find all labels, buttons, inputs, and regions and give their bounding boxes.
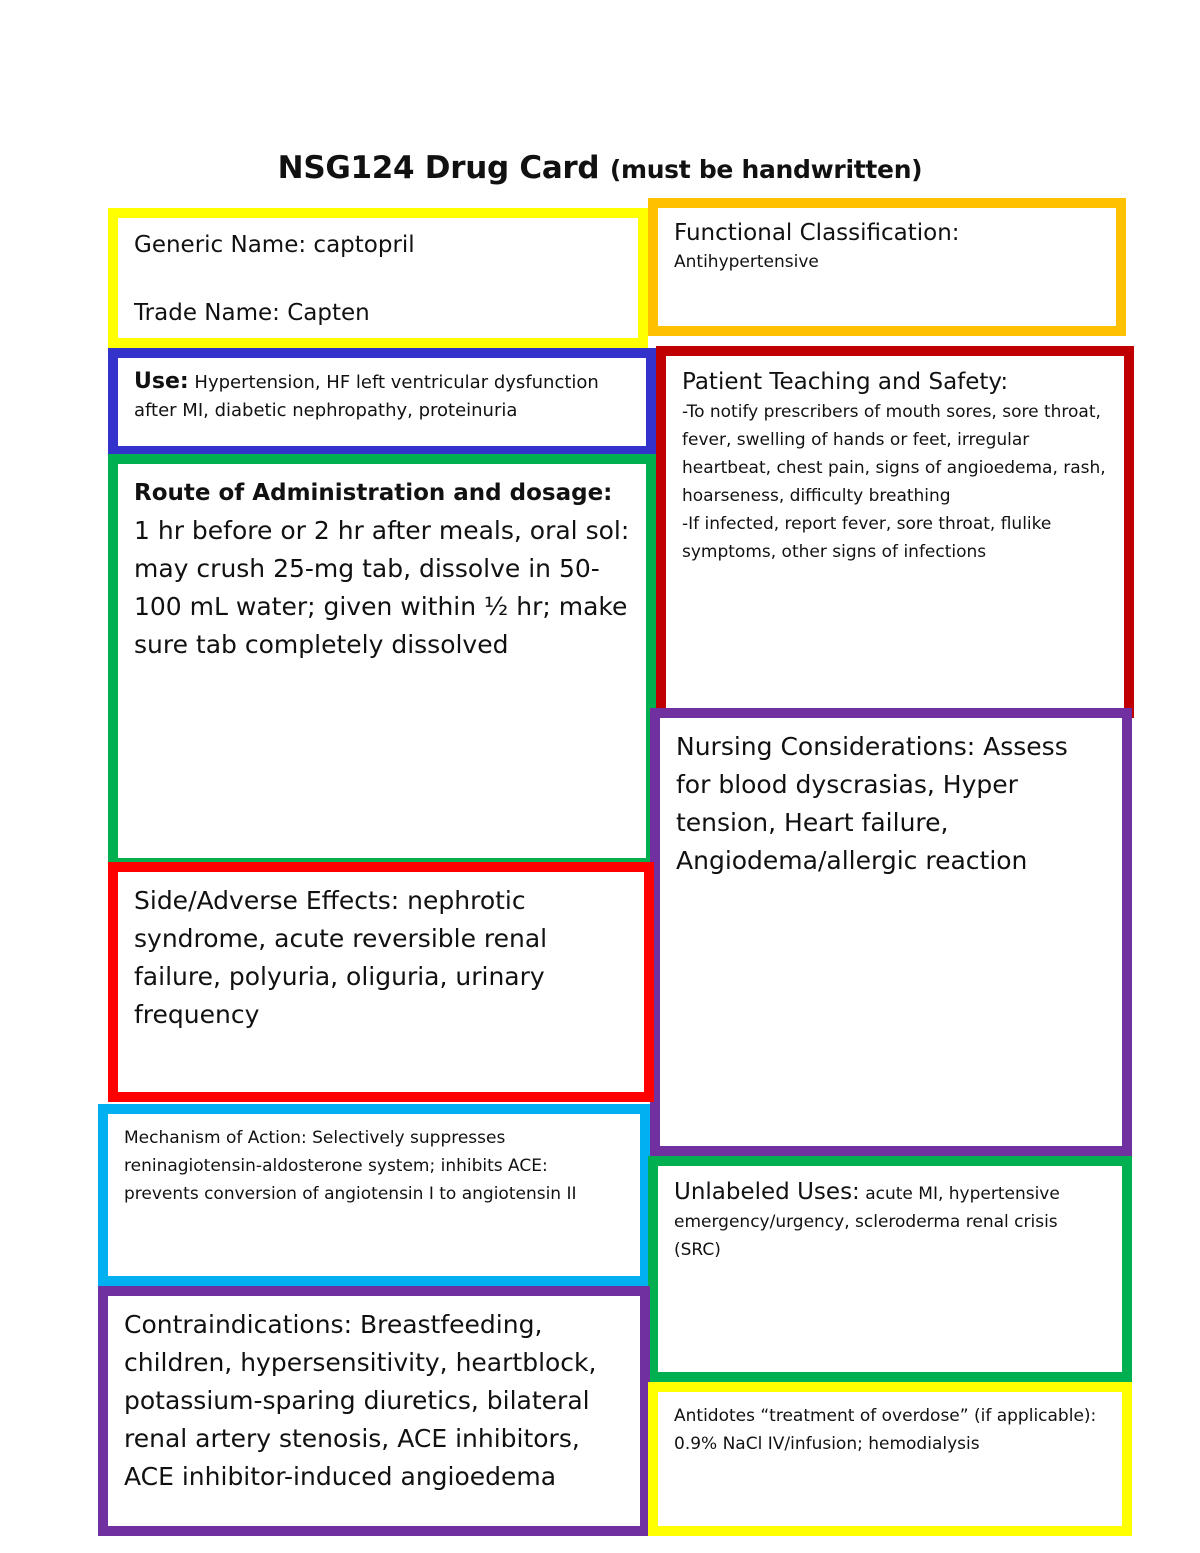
title-main: NSG124 Drug Card bbox=[277, 150, 600, 186]
nursing-text: Nursing Considerations: Assess for blood dyscrasias, Hyper tension, Heart failure, Angiodema/allergic reaction bbox=[676, 732, 1068, 875]
mechanism-text: Mechanism of Action: Selectively suppresses reninagiotensin-aldosterone system; inhibits ACE: prevents conversion of angiotensin I to angiotensin II bbox=[124, 1128, 577, 1204]
teaching-infection: -If infected, report fever, sore throat, flulike symptoms, other signs of infections bbox=[682, 514, 1052, 562]
route-label: Route of Administration and dosage: bbox=[134, 480, 613, 506]
page-title bbox=[0, 150, 1200, 186]
contraindications-section bbox=[98, 1286, 650, 1536]
trade-name: Trade Name: Capten bbox=[134, 300, 370, 326]
side-effects-section bbox=[108, 862, 654, 1102]
generic-name: Generic Name: captopril bbox=[134, 232, 415, 258]
contraindications-text: Contraindications: Breastfeeding, children, hypersensitivity, heartblock, potassium-sparing diuretics, bilateral renal artery stenosis, ACE inhibitors, ACE inhibitor-induced angioedema bbox=[124, 1310, 597, 1491]
route-value: 1 hr before or 2 hr after meals, oral sol: may crush 25-mg tab, dissolve in 50-100 mL water; given within ½ hr; make sure tab completely dissolved bbox=[134, 516, 630, 659]
names-section bbox=[108, 208, 648, 348]
teaching-notify: -To notify prescribers of mouth sores, sore throat, fever, swelling of hands or feet, irregular heartbeat, chest pain, signs of angioedema, rash, hoarseness, difficulty breathing bbox=[682, 402, 1106, 506]
antidotes-section bbox=[648, 1382, 1132, 1536]
side-effects-text: Side/Adverse Effects: nephrotic syndrome, acute reversible renal failure, polyuria, oliguria, urinary frequency bbox=[134, 886, 548, 1029]
functional-classification-section bbox=[648, 198, 1126, 336]
title-subtitle: (must be handwritten) bbox=[609, 155, 923, 184]
classification-value: Antihypertensive bbox=[674, 252, 819, 272]
nursing-considerations-section bbox=[650, 708, 1132, 1156]
unlabeled-label: Unlabeled Uses: bbox=[674, 1179, 860, 1205]
patient-teaching-section bbox=[656, 346, 1134, 718]
unlabeled-value: acute MI, hypertensive emergency/urgency, scleroderma renal crisis (SRC) bbox=[674, 1184, 1060, 1260]
route-dosage-section bbox=[108, 454, 656, 868]
unlabeled-uses-section bbox=[648, 1156, 1132, 1382]
use-label: Use: bbox=[134, 369, 189, 394]
antidotes-value: 0.9% NaCl IV/infusion; hemodialysis bbox=[674, 1434, 980, 1454]
use-section bbox=[108, 348, 656, 456]
classification-label: Functional Classification: bbox=[674, 220, 960, 246]
mechanism-section bbox=[98, 1104, 650, 1286]
antidotes-label: Antidotes “treatment of overdose” (if applicable): bbox=[674, 1406, 1097, 1426]
use-value: Hypertension, HF left ventricular dysfunction after MI, diabetic nephropathy, proteinuria bbox=[134, 372, 599, 421]
teaching-label: Patient Teaching and Safety: bbox=[682, 369, 1009, 395]
